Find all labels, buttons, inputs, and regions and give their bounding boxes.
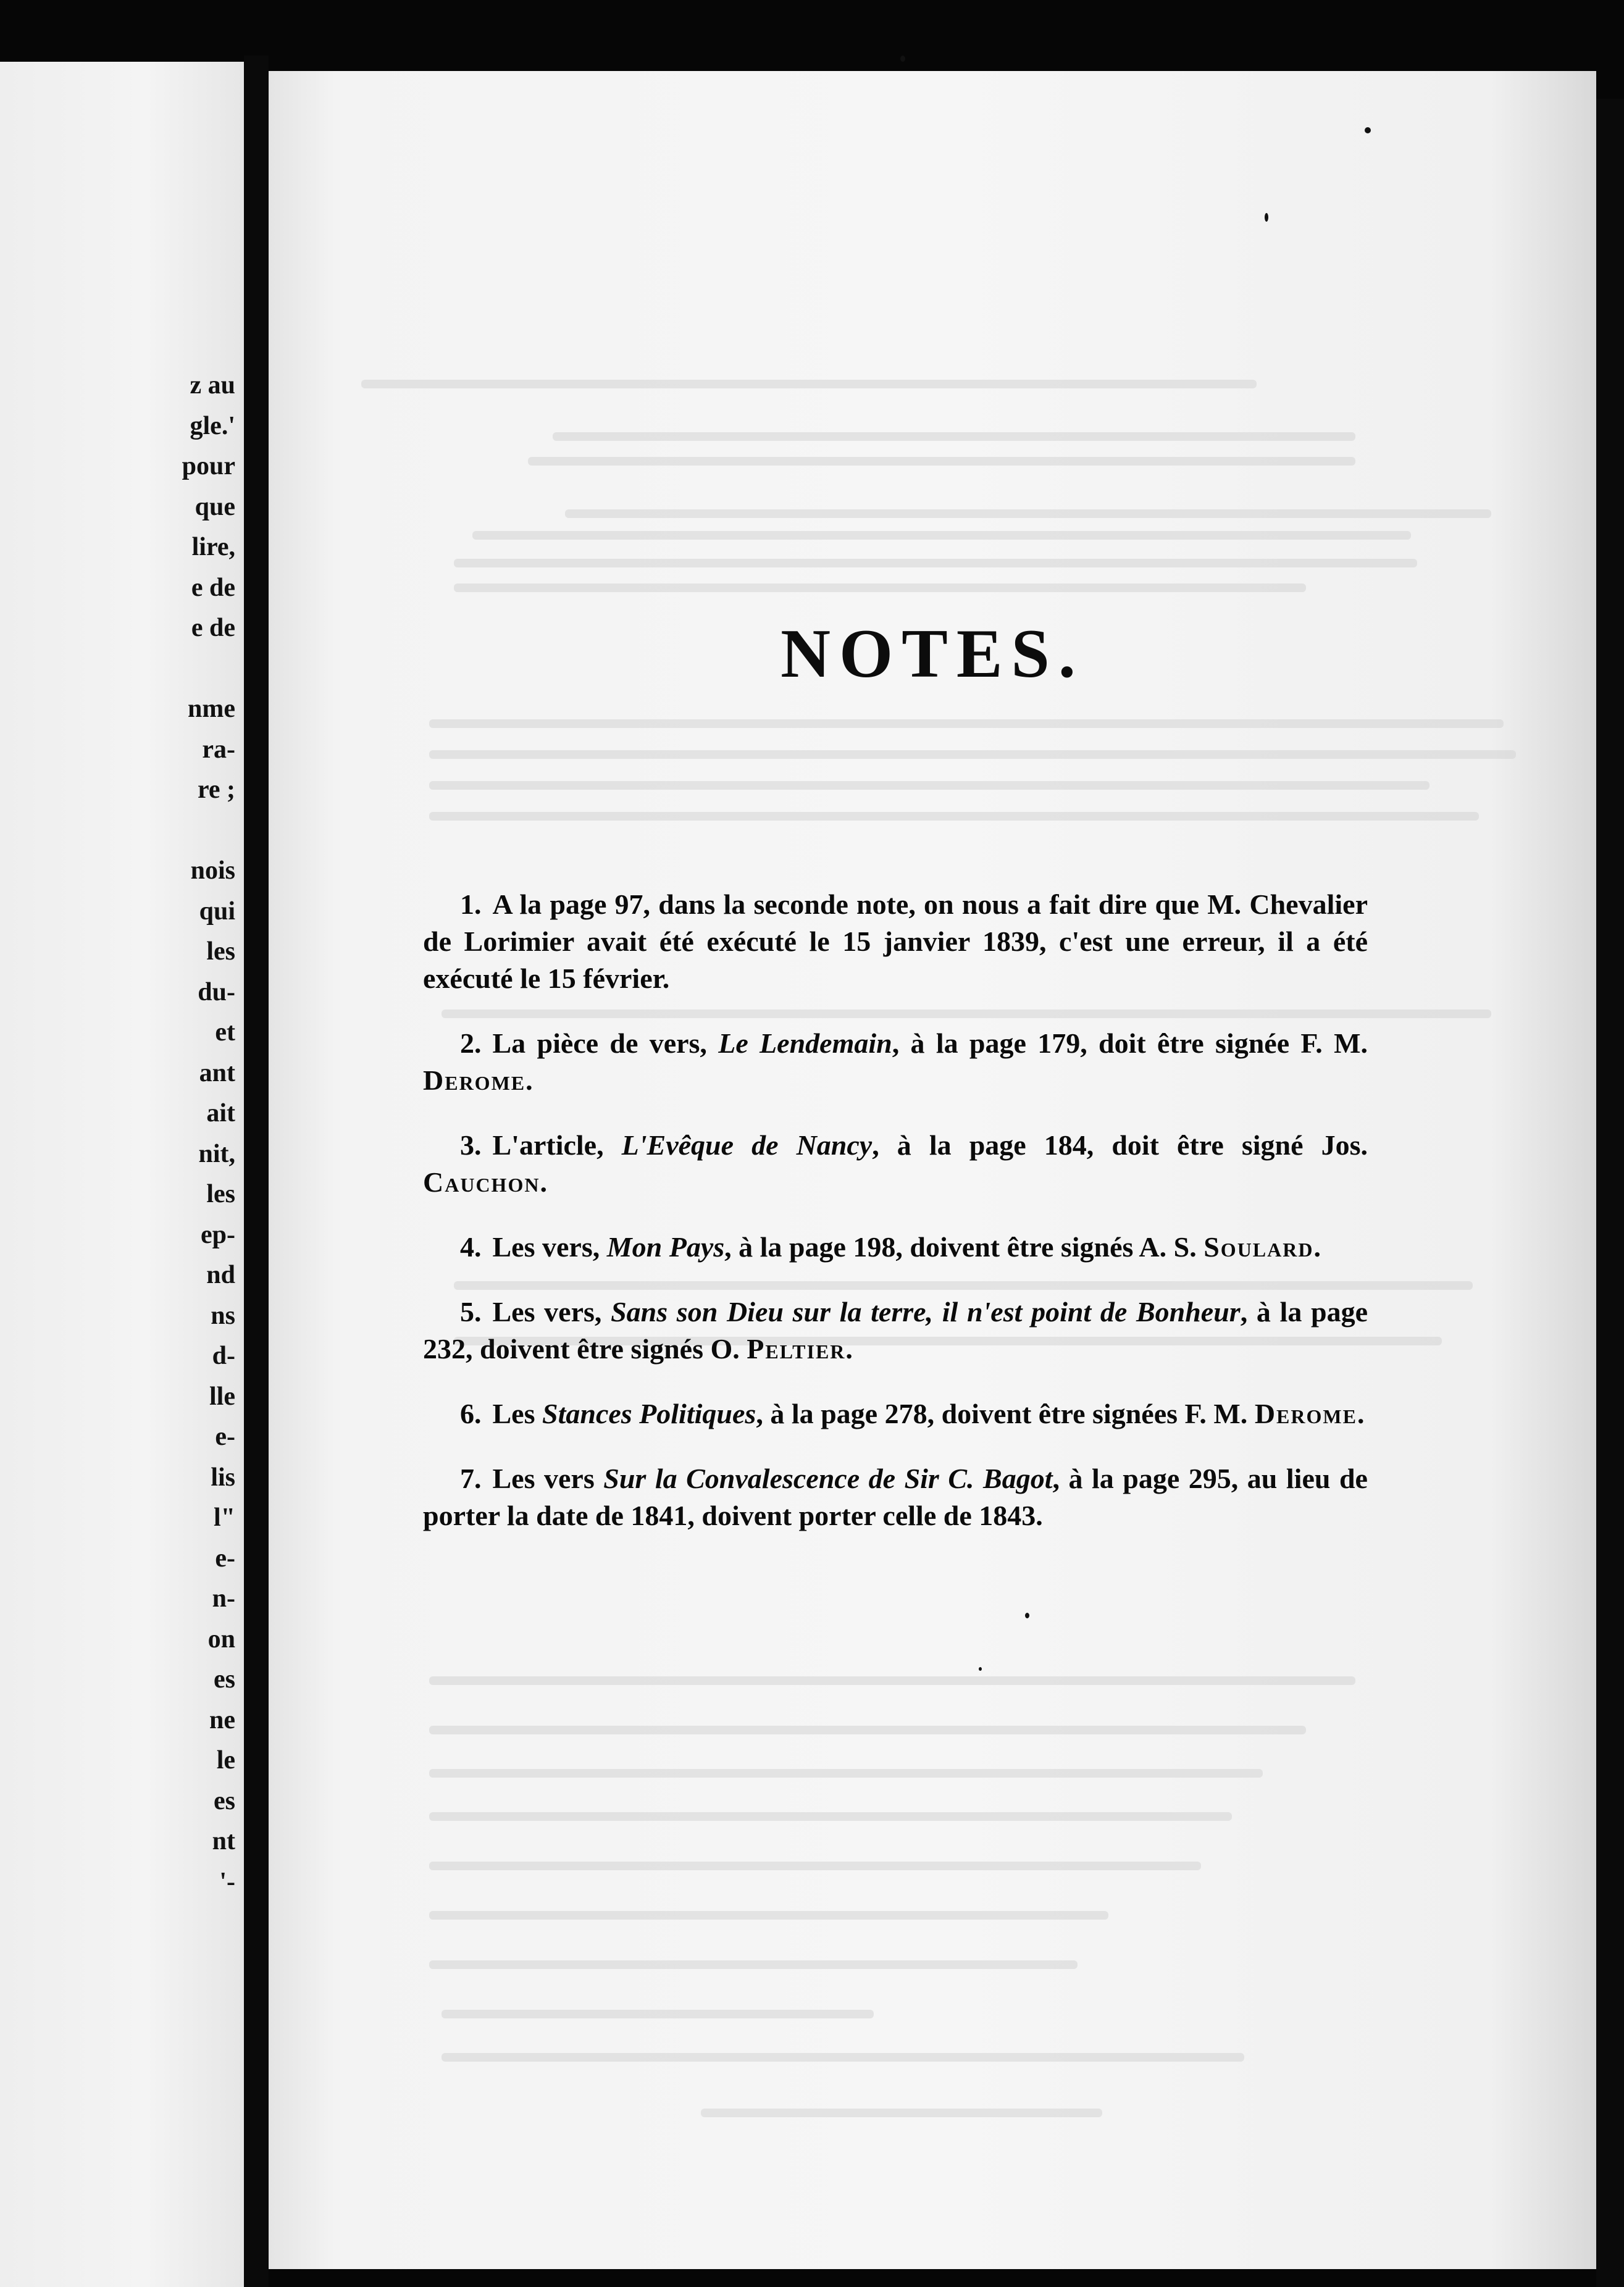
ghost-text-line: [429, 750, 1516, 759]
note-text: , à la page 198, doivent être signés A. S.: [724, 1231, 1204, 1263]
ghost-text-line: [429, 1812, 1232, 1821]
left-fragment-line: '-: [219, 1867, 235, 1896]
note-text: , à la page 295, au lieu de porter la date de 1841, doivent porter celle de 1843.: [423, 1463, 1368, 1531]
note-text: A la page 97, dans la seconde note, on nous a fait dire que M. Chevalier de Lorimier avait été exécuté le 15 janvier 1839, c'est une erreur, il a été exécuté le 15 février.: [423, 888, 1368, 994]
ghost-text-line: [429, 1960, 1078, 1969]
note-number: 5.: [460, 1296, 482, 1327]
left-fragment-line: nois: [190, 856, 235, 885]
left-fragment-line: l": [214, 1503, 235, 1532]
note-text: Les vers: [492, 1463, 604, 1494]
note-text: , à la page 232, doivent être signés O.: [423, 1296, 1368, 1365]
note-title-italic: Le Lendemain: [718, 1027, 892, 1059]
ghost-text-line: [565, 509, 1491, 518]
left-fragment-line: lle: [209, 1382, 235, 1411]
note-number: 2.: [460, 1027, 482, 1059]
dust-speck: [979, 1667, 982, 1671]
note-item: [423, 1294, 1368, 1368]
ghost-text-line: [528, 457, 1355, 466]
note-title-italic: Sans son Dieu sur la terre, il n'est point de Bonheur: [611, 1296, 1241, 1327]
left-fragment-line: re ;: [197, 776, 235, 804]
note-text: .: [525, 1064, 533, 1096]
note-item: [423, 1025, 1368, 1099]
left-fragment-line: es: [214, 1665, 235, 1694]
note-number: 4.: [460, 1231, 482, 1263]
left-page-fragment: [0, 62, 244, 2287]
dust-speck: [1365, 127, 1371, 133]
note-text: , à la page 179, doit être signée F. M.: [892, 1027, 1368, 1059]
left-fragment-line: du-: [198, 977, 235, 1006]
note-text: Les vers,: [492, 1231, 607, 1263]
left-fragment-line: les: [206, 1180, 235, 1208]
note-text: Les: [492, 1398, 542, 1429]
ghost-text-line: [553, 432, 1355, 441]
note-item: [423, 886, 1368, 997]
note-item: [423, 1127, 1368, 1201]
note-author-name: Derome: [1254, 1398, 1357, 1429]
left-fragment-line: le: [216, 1746, 235, 1775]
note-item: [423, 1460, 1368, 1534]
note-number: 3.: [460, 1129, 482, 1161]
dust-speck: [900, 56, 905, 62]
ghost-text-line: [429, 1911, 1108, 1920]
note-number: 1.: [460, 888, 482, 920]
ghost-text-line: [442, 2010, 874, 2018]
left-fragment-line: et: [215, 1018, 235, 1047]
ghost-text-line: [429, 1769, 1263, 1778]
ghost-text-line: [361, 380, 1257, 388]
left-fragment-line: pour: [182, 452, 235, 480]
left-fragment-line: les: [206, 937, 235, 966]
left-fragment-line: ns: [211, 1301, 235, 1330]
left-fragment-line: nt: [212, 1827, 235, 1855]
note-author-name: Derome: [423, 1064, 526, 1096]
ghost-text-line: [429, 1726, 1306, 1734]
left-fragment-line: ep-: [201, 1220, 235, 1249]
note-title-italic: L'Evêque de Nancy: [621, 1129, 873, 1161]
note-text: , à la page 184, doit être signé Jos.: [872, 1129, 1368, 1161]
ghost-text-line: [472, 531, 1411, 540]
left-fragment-line: nd: [206, 1261, 235, 1289]
page-title: NOTES.: [781, 616, 1084, 692]
note-text: , à la page 278, doivent être signées F. M.: [756, 1398, 1255, 1429]
left-fragment-line: nit,: [198, 1139, 235, 1168]
book-gutter: [244, 56, 269, 2287]
ghost-text-line: [429, 781, 1429, 790]
left-fragment-line: ne: [209, 1705, 235, 1734]
ghost-text-line: [454, 583, 1306, 592]
left-fragment-line: lire,: [191, 533, 235, 561]
left-fragment-line: z au: [190, 371, 235, 399]
note-text: .: [845, 1333, 853, 1365]
left-fragment-line: ant: [199, 1058, 235, 1087]
note-title-italic: Mon Pays: [606, 1231, 725, 1263]
note-text: L'article,: [492, 1129, 622, 1161]
note-number: 7.: [460, 1463, 482, 1494]
note-author-name: Soulard: [1203, 1231, 1314, 1263]
ghost-text-line: [429, 719, 1504, 728]
ghost-text-line: [701, 2109, 1102, 2117]
note-title-italic: Sur la Convalescence de Sir C. Bagot: [603, 1463, 1053, 1494]
ghost-text-line: [454, 559, 1417, 567]
left-fragment-line: ra-: [202, 735, 235, 764]
note-author-name: Peltier: [747, 1333, 846, 1365]
note-author-name: Cauchon: [423, 1166, 540, 1198]
ghost-text-line: [442, 2053, 1244, 2062]
note-title-italic: Stances Politiques: [542, 1398, 756, 1429]
note-item: [423, 1229, 1368, 1266]
left-fragment-line: e de: [191, 573, 235, 602]
note-text: .: [1357, 1398, 1365, 1429]
page-edge-shadow: [1596, 99, 1624, 2287]
left-fragment-line: e de: [191, 614, 235, 642]
note-text: Les vers,: [492, 1296, 611, 1327]
left-fragment-line: nme: [188, 695, 235, 723]
ghost-text-line: [429, 812, 1479, 821]
note-text: La pièce de vers,: [492, 1027, 719, 1059]
dust-speck: [1025, 1613, 1029, 1618]
right-page: [269, 71, 1596, 2269]
left-fragment-line: es: [214, 1786, 235, 1815]
note-text: .: [1313, 1231, 1321, 1263]
left-fragment-line: d-: [212, 1342, 235, 1370]
left-fragment-line: n-: [212, 1584, 235, 1613]
note-text: .: [540, 1166, 547, 1198]
notes-list: [423, 886, 1368, 1562]
left-fragment-line: e-: [215, 1544, 235, 1573]
left-fragment-line: lis: [211, 1463, 235, 1492]
ghost-text-line: [429, 1676, 1355, 1685]
left-fragment-line: que: [195, 492, 235, 521]
left-fragment-line: on: [207, 1624, 235, 1654]
ghost-text-line: [429, 1862, 1201, 1870]
left-fragment-line: gle.': [190, 411, 235, 440]
dust-speck: [1265, 213, 1268, 222]
left-fragment-line: qui: [199, 897, 235, 926]
left-fragment-line: ait: [206, 1099, 235, 1127]
left-fragment-line: e-: [215, 1423, 235, 1451]
note-item: [423, 1395, 1368, 1432]
note-number: 6.: [460, 1398, 482, 1429]
